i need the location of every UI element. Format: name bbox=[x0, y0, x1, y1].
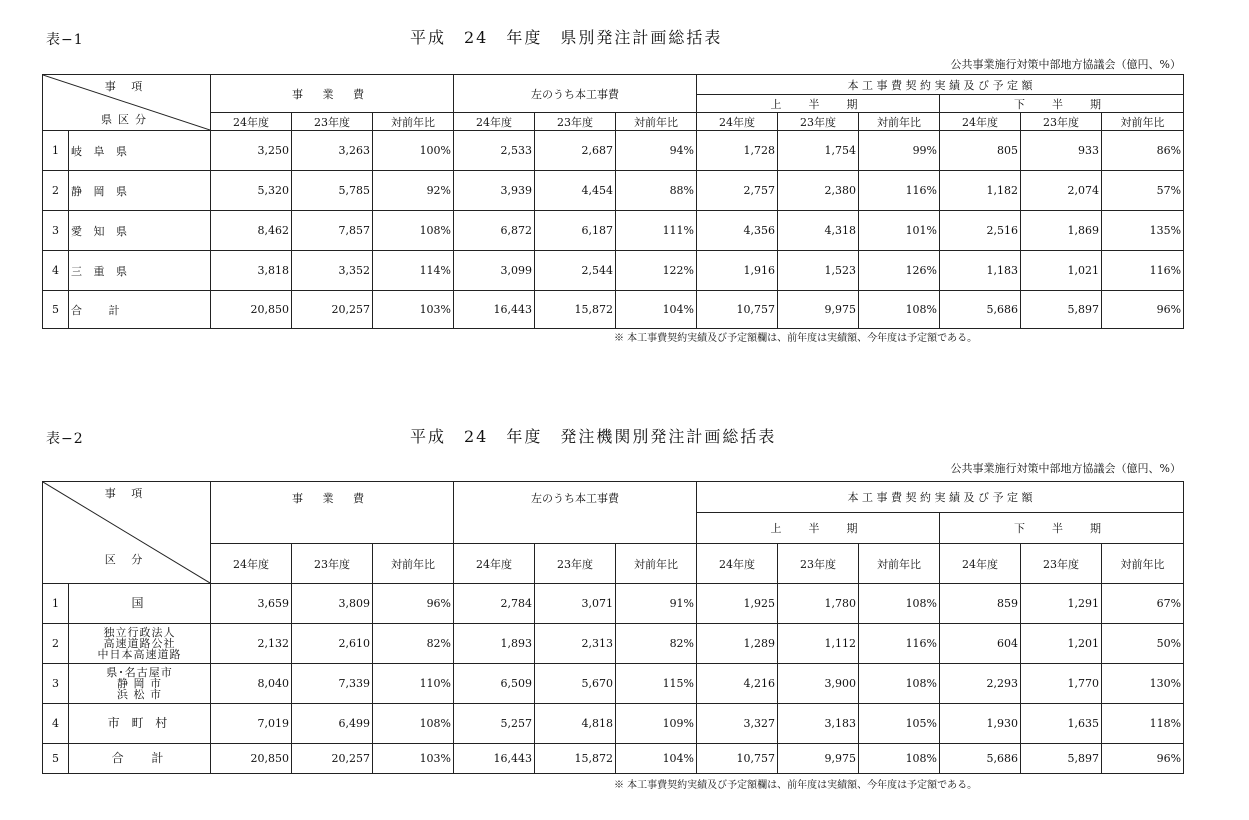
value-cell: 3,099 bbox=[454, 251, 535, 291]
value-cell: 2,544 bbox=[535, 251, 616, 291]
value-cell: 3,939 bbox=[454, 171, 535, 211]
header-jigyohi: 事 業 費 bbox=[211, 482, 454, 544]
value-cell: 99% bbox=[859, 131, 940, 171]
subheader-cell: 対前年比 bbox=[859, 544, 940, 584]
table1-label: 表−1 bbox=[46, 32, 84, 48]
value-cell: 101% bbox=[859, 211, 940, 251]
table-row bbox=[43, 131, 1184, 171]
table-row bbox=[43, 664, 1184, 704]
table-row bbox=[43, 251, 1184, 291]
table1-corner-header bbox=[43, 75, 211, 131]
value-cell: 1,112 bbox=[778, 624, 859, 664]
value-cell: 9,975 bbox=[778, 291, 859, 329]
table-row bbox=[43, 704, 1184, 744]
value-cell: 105% bbox=[859, 704, 940, 744]
header-shimo: 下 半 期 bbox=[940, 95, 1184, 113]
row-name-line: 合 計 bbox=[111, 751, 168, 765]
subheader-cell: 23年度 bbox=[535, 544, 616, 584]
row-number: 3 bbox=[43, 211, 69, 251]
value-cell: 5,670 bbox=[535, 664, 616, 704]
header-honkoji: 左のうち本工事費 bbox=[454, 482, 697, 544]
subheader-cell: 24年度 bbox=[454, 544, 535, 584]
value-cell: 1,770 bbox=[1021, 664, 1102, 704]
table-row bbox=[43, 171, 1184, 211]
value-cell: 57% bbox=[1102, 171, 1184, 211]
value-cell: 7,339 bbox=[292, 664, 373, 704]
row-name: 愛 知 県 bbox=[69, 211, 211, 251]
value-cell: 20,257 bbox=[292, 744, 373, 774]
value-cell: 7,857 bbox=[292, 211, 373, 251]
row-name: 岐 阜 県 bbox=[69, 131, 211, 171]
row-name-line: 市 町 村 bbox=[107, 716, 172, 730]
value-cell: 108% bbox=[859, 664, 940, 704]
value-cell: 5,686 bbox=[940, 291, 1021, 329]
row-name bbox=[69, 624, 211, 664]
row-name-line: 国 bbox=[131, 596, 148, 610]
subheader-cell: 24年度 bbox=[940, 544, 1021, 584]
value-cell: 103% bbox=[373, 291, 454, 329]
value-cell: 4,318 bbox=[778, 211, 859, 251]
subheader-cell: 対前年比 bbox=[616, 544, 697, 584]
value-cell: 108% bbox=[373, 211, 454, 251]
value-cell: 103% bbox=[373, 744, 454, 774]
subheader-cell: 23年度 bbox=[778, 113, 859, 131]
value-cell: 110% bbox=[373, 664, 454, 704]
subheader-cell: 24年度 bbox=[940, 113, 1021, 131]
value-cell: 92% bbox=[373, 171, 454, 211]
value-cell: 805 bbox=[940, 131, 1021, 171]
value-cell: 3,250 bbox=[211, 131, 292, 171]
row-name-line: 浜 松 市 bbox=[117, 688, 162, 701]
row-name-line: 静 岡 市 bbox=[117, 677, 162, 690]
header-kami: 上 半 期 bbox=[697, 513, 940, 544]
value-cell: 116% bbox=[1102, 251, 1184, 291]
value-cell: 67% bbox=[1102, 584, 1184, 624]
row-name bbox=[69, 584, 211, 624]
row-name-line: 県･名古屋市 bbox=[106, 666, 173, 679]
row-number: 5 bbox=[43, 291, 69, 329]
value-cell: 130% bbox=[1102, 664, 1184, 704]
subheader-cell: 23年度 bbox=[778, 544, 859, 584]
row-number: 1 bbox=[43, 131, 69, 171]
table-row bbox=[43, 584, 1184, 624]
row-number: 4 bbox=[43, 251, 69, 291]
row-name bbox=[69, 744, 211, 774]
value-cell: 5,257 bbox=[454, 704, 535, 744]
value-cell: 859 bbox=[940, 584, 1021, 624]
table1-title: 平成 24 年度 県別発注計画総括表 bbox=[410, 28, 723, 47]
value-cell: 1,780 bbox=[778, 584, 859, 624]
value-cell: 2,687 bbox=[535, 131, 616, 171]
value-cell: 2,293 bbox=[940, 664, 1021, 704]
value-cell: 115% bbox=[616, 664, 697, 704]
row-name: 三 重 県 bbox=[69, 251, 211, 291]
value-cell: 3,818 bbox=[211, 251, 292, 291]
table-row bbox=[43, 211, 1184, 251]
table2-title: 平成 24 年度 発注機関別発注計画総括表 bbox=[410, 427, 777, 446]
value-cell: 16,443 bbox=[454, 291, 535, 329]
row-number: 2 bbox=[43, 624, 69, 664]
value-cell: 604 bbox=[940, 624, 1021, 664]
value-cell: 2,610 bbox=[292, 624, 373, 664]
value-cell: 1,930 bbox=[940, 704, 1021, 744]
value-cell: 2,313 bbox=[535, 624, 616, 664]
value-cell: 3,900 bbox=[778, 664, 859, 704]
row-name bbox=[69, 664, 211, 704]
value-cell: 1,635 bbox=[1021, 704, 1102, 744]
corner-top-label: 事 項 bbox=[104, 80, 149, 93]
value-cell: 122% bbox=[616, 251, 697, 291]
value-cell: 933 bbox=[1021, 131, 1102, 171]
table1-source: 公共事業施行対策中部地方協議会（億円、%） bbox=[950, 58, 1181, 71]
header-keiyaku: 本 工 事 費 契 約 実 績 及 び 予 定 額 bbox=[697, 482, 1184, 513]
value-cell: 100% bbox=[373, 131, 454, 171]
value-cell: 1,183 bbox=[940, 251, 1021, 291]
value-cell: 20,850 bbox=[211, 291, 292, 329]
header-keiyaku: 本 工 事 費 契 約 実 績 及 び 予 定 額 bbox=[697, 75, 1184, 95]
value-cell: 4,818 bbox=[535, 704, 616, 744]
value-cell: 3,263 bbox=[292, 131, 373, 171]
row-name: 合 計 bbox=[69, 291, 211, 329]
subheader-cell: 対前年比 bbox=[1102, 113, 1184, 131]
value-cell: 3,352 bbox=[292, 251, 373, 291]
value-cell: 91% bbox=[616, 584, 697, 624]
value-cell: 1,728 bbox=[697, 131, 778, 171]
value-cell: 126% bbox=[859, 251, 940, 291]
value-cell: 2,784 bbox=[454, 584, 535, 624]
value-cell: 96% bbox=[1102, 744, 1184, 774]
value-cell: 20,850 bbox=[211, 744, 292, 774]
value-cell: 6,499 bbox=[292, 704, 373, 744]
value-cell: 5,785 bbox=[292, 171, 373, 211]
value-cell: 104% bbox=[616, 744, 697, 774]
value-cell: 3,659 bbox=[211, 584, 292, 624]
value-cell: 96% bbox=[373, 584, 454, 624]
value-cell: 86% bbox=[1102, 131, 1184, 171]
value-cell: 116% bbox=[859, 624, 940, 664]
value-cell: 108% bbox=[859, 291, 940, 329]
value-cell: 1,291 bbox=[1021, 584, 1102, 624]
subheader-cell: 対前年比 bbox=[859, 113, 940, 131]
table2-note: ※ 本工事費契約実績及び予定額欄は、前年度は実績額、今年度は予定額である。 bbox=[614, 780, 978, 791]
row-number: 1 bbox=[43, 584, 69, 624]
value-cell: 82% bbox=[616, 624, 697, 664]
value-cell: 8,462 bbox=[211, 211, 292, 251]
value-cell: 104% bbox=[616, 291, 697, 329]
value-cell: 7,019 bbox=[211, 704, 292, 744]
value-cell: 3,183 bbox=[778, 704, 859, 744]
header-shimo: 下 半 期 bbox=[940, 513, 1184, 544]
value-cell: 6,187 bbox=[535, 211, 616, 251]
table2-corner-header bbox=[43, 482, 211, 584]
value-cell: 1,201 bbox=[1021, 624, 1102, 664]
row-number: 5 bbox=[43, 744, 69, 774]
value-cell: 2,516 bbox=[940, 211, 1021, 251]
value-cell: 15,872 bbox=[535, 291, 616, 329]
table-row bbox=[43, 624, 1184, 664]
value-cell: 5,897 bbox=[1021, 291, 1102, 329]
subheader-cell: 対前年比 bbox=[373, 544, 454, 584]
value-cell: 16,443 bbox=[454, 744, 535, 774]
value-cell: 3,327 bbox=[697, 704, 778, 744]
subheader-cell: 24年度 bbox=[697, 113, 778, 131]
subheader-cell: 24年度 bbox=[697, 544, 778, 584]
value-cell: 5,320 bbox=[211, 171, 292, 211]
value-cell: 3,809 bbox=[292, 584, 373, 624]
value-cell: 88% bbox=[616, 171, 697, 211]
subheader-cell: 24年度 bbox=[211, 544, 292, 584]
value-cell: 1,925 bbox=[697, 584, 778, 624]
subheader-cell: 対前年比 bbox=[373, 113, 454, 131]
subheader-cell: 23年度 bbox=[292, 544, 373, 584]
value-cell: 1,916 bbox=[697, 251, 778, 291]
header-honkoji: 左のうち本工事費 bbox=[454, 75, 697, 113]
value-cell: 1,869 bbox=[1021, 211, 1102, 251]
value-cell: 2,074 bbox=[1021, 171, 1102, 211]
table1 bbox=[42, 74, 1184, 329]
subheader-cell: 23年度 bbox=[1021, 544, 1102, 584]
value-cell: 96% bbox=[1102, 291, 1184, 329]
row-number: 3 bbox=[43, 664, 69, 704]
table1-note: ※ 本工事費契約実績及び予定額欄は、前年度は実績額、今年度は予定額である。 bbox=[614, 333, 978, 344]
table-row bbox=[43, 744, 1184, 774]
value-cell: 82% bbox=[373, 624, 454, 664]
value-cell: 4,454 bbox=[535, 171, 616, 211]
value-cell: 118% bbox=[1102, 704, 1184, 744]
value-cell: 15,872 bbox=[535, 744, 616, 774]
value-cell: 5,897 bbox=[1021, 744, 1102, 774]
row-name-line: 独立行政法人 bbox=[103, 626, 176, 639]
table2-label: 表−2 bbox=[46, 431, 84, 447]
value-cell: 114% bbox=[373, 251, 454, 291]
corner-top-label: 事 項 bbox=[104, 487, 149, 500]
value-cell: 2,132 bbox=[211, 624, 292, 664]
value-cell: 20,257 bbox=[292, 291, 373, 329]
table2 bbox=[42, 481, 1184, 774]
value-cell: 1,021 bbox=[1021, 251, 1102, 291]
value-cell: 8,040 bbox=[211, 664, 292, 704]
value-cell: 2,533 bbox=[454, 131, 535, 171]
table2-source: 公共事業施行対策中部地方協議会（億円、%） bbox=[950, 462, 1181, 475]
value-cell: 108% bbox=[859, 584, 940, 624]
subheader-cell: 対前年比 bbox=[616, 113, 697, 131]
value-cell: 1,289 bbox=[697, 624, 778, 664]
row-number: 4 bbox=[43, 704, 69, 744]
subheader-cell: 23年度 bbox=[292, 113, 373, 131]
value-cell: 50% bbox=[1102, 624, 1184, 664]
row-name bbox=[69, 704, 211, 744]
value-cell: 135% bbox=[1102, 211, 1184, 251]
subheader-cell: 23年度 bbox=[535, 113, 616, 131]
value-cell: 116% bbox=[859, 171, 940, 211]
row-name-line: 中日本高速道路 bbox=[97, 648, 182, 661]
value-cell: 111% bbox=[616, 211, 697, 251]
header-jigyohi: 事 業 費 bbox=[211, 75, 454, 113]
subheader-cell: 24年度 bbox=[211, 113, 292, 131]
value-cell: 9,975 bbox=[778, 744, 859, 774]
value-cell: 1,182 bbox=[940, 171, 1021, 211]
value-cell: 2,380 bbox=[778, 171, 859, 211]
value-cell: 10,757 bbox=[697, 744, 778, 774]
subheader-cell: 対前年比 bbox=[1102, 544, 1184, 584]
value-cell: 108% bbox=[373, 704, 454, 744]
value-cell: 6,509 bbox=[454, 664, 535, 704]
value-cell: 5,686 bbox=[940, 744, 1021, 774]
corner-bottom-label: 区 分 bbox=[104, 553, 149, 566]
value-cell: 1,893 bbox=[454, 624, 535, 664]
value-cell: 108% bbox=[859, 744, 940, 774]
subheader-cell: 24年度 bbox=[454, 113, 535, 131]
row-name-line: 高速道路公社 bbox=[103, 637, 176, 650]
value-cell: 4,216 bbox=[697, 664, 778, 704]
row-name: 静 岡 県 bbox=[69, 171, 211, 211]
row-number: 2 bbox=[43, 171, 69, 211]
value-cell: 2,757 bbox=[697, 171, 778, 211]
value-cell: 94% bbox=[616, 131, 697, 171]
subheader-cell: 23年度 bbox=[1021, 113, 1102, 131]
value-cell: 4,356 bbox=[697, 211, 778, 251]
value-cell: 3,071 bbox=[535, 584, 616, 624]
value-cell: 1,754 bbox=[778, 131, 859, 171]
header-kami: 上 半 期 bbox=[697, 95, 940, 113]
corner-bottom-label: 県区分 bbox=[101, 113, 152, 126]
table-row bbox=[43, 291, 1184, 329]
value-cell: 6,872 bbox=[454, 211, 535, 251]
value-cell: 109% bbox=[616, 704, 697, 744]
value-cell: 1,523 bbox=[778, 251, 859, 291]
value-cell: 10,757 bbox=[697, 291, 778, 329]
